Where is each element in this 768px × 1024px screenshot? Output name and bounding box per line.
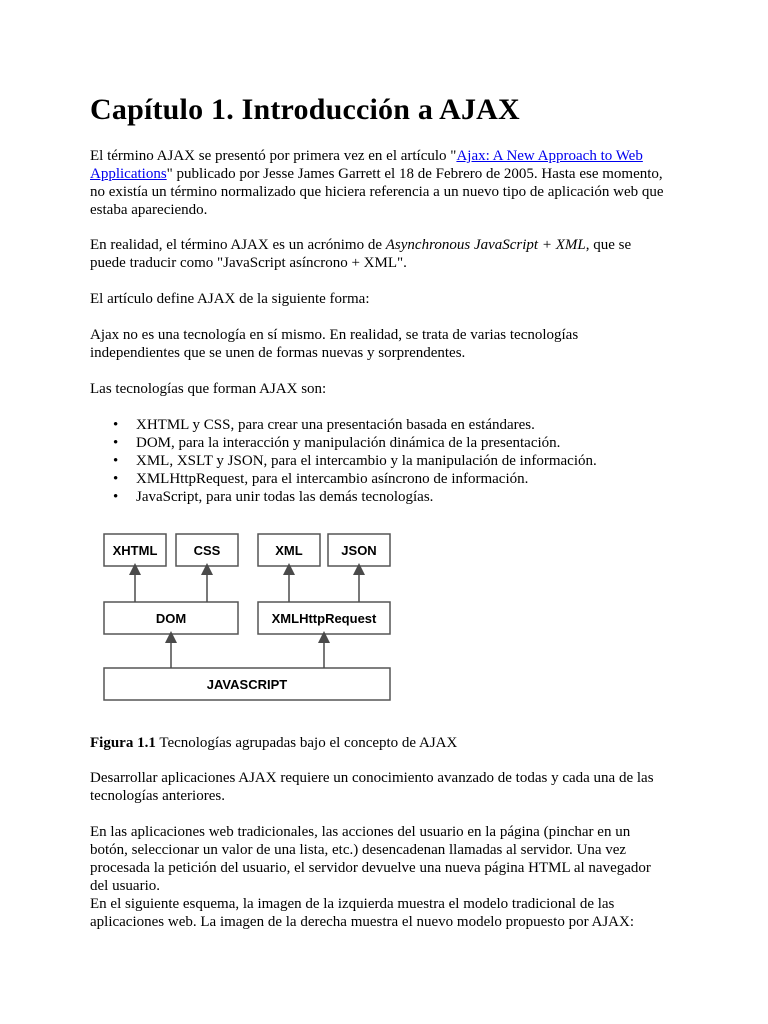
definition-quote-paragraph: Ajax no es una tecnología en sí mismo. En realidad, se trata de varias tecnologías independientes que se unen de formas nuevas y sorprendentes. xyxy=(90,327,579,361)
acronym-paragraph xyxy=(90,236,665,272)
acronym-text-before: En realidad, el término AJAX es un acrónimo de xyxy=(90,237,386,253)
intro-text-after: " publicado por Jesse James Garrett el 18 de Febrero de 2005. Hasta ese momento, no existía un término normalizado que hiciera referencia a un nuevo tipo de aplicación web que estaba apareciendo. xyxy=(90,166,664,218)
acronym-text-after: , que se puede traducir como "JavaScript asíncrono + XML". xyxy=(90,237,632,271)
dom-label: DOM xyxy=(155,611,187,626)
list-item: • XML, XSLT y JSON, para el intercambio y la manipulación de información. xyxy=(113,453,597,469)
definition-intro-paragraph: El artículo define AJAX de la siguiente forma: xyxy=(90,291,370,307)
acronym-italic: Asynchronous JavaScript + XML xyxy=(385,237,586,253)
bullet: • xyxy=(113,417,119,433)
bullet: • xyxy=(113,435,119,451)
list-item: • DOM, para la interacción y manipulación dinámica de la presentación. xyxy=(113,435,561,451)
javascript-label: JAVASCRIPT xyxy=(206,677,288,692)
requirements-paragraph: Desarrollar aplicaciones AJAX requiere un conocimiento avanzado de todas y cada una de las tecnologías anteriores. xyxy=(90,770,654,804)
list-item: • XMLHttpRequest, para el intercambio asíncrono de información. xyxy=(113,471,529,487)
xmlhttprequest-label: XMLHttpRequest xyxy=(271,611,377,626)
figure-caption-label: Figura 1.1 xyxy=(90,735,156,751)
article-link[interactable]: Ajax: A New Approach to Web Applications xyxy=(90,148,643,182)
list-item: • JavaScript, para unir todas las demás tecnologías. xyxy=(113,489,434,505)
bullet: • xyxy=(113,471,119,487)
css-label: CSS xyxy=(193,543,221,558)
intro-paragraph xyxy=(90,147,665,219)
figure-caption xyxy=(90,734,665,752)
bullet: • xyxy=(113,453,119,469)
xhtml-label: XHTML xyxy=(112,543,158,558)
xml-label: XML xyxy=(275,543,303,558)
traditional-apps-paragraph: En las aplicaciones web tradicionales, las acciones del usuario en la página (pinchar en un botón, seleccionar un valor de una lista, etc.) desencadenan llamadas al servidor. Una vez procesada la petición del usuario, el servidor devuelve una nueva página HTML al navegador del usuario. xyxy=(90,824,651,894)
technologies-intro-paragraph: Las tecnologías que forman AJAX son: xyxy=(90,381,327,397)
ajax-technologies-diagram xyxy=(102,532,394,704)
json-label: JSON xyxy=(341,543,377,558)
bullet: • xyxy=(113,489,119,505)
intro-text-before: El término AJAX se presentó por primera vez en el artículo " xyxy=(90,148,457,164)
technologies-list xyxy=(90,416,670,506)
scheme-intro-paragraph: En el siguiente esquema, la imagen de la izquierda muestra el modelo tradicional de las aplicaciones web. La imagen de la derecha muestra el nuevo modelo propuesto por AJAX: xyxy=(90,896,634,930)
list-item: • XHTML y CSS, para crear una presentación basada en estándares. xyxy=(113,417,535,433)
figure-caption-text: Tecnologías agrupadas bajo el concepto de AJAX xyxy=(155,735,458,751)
page-title: Capítulo 1. Introducción a AJAX xyxy=(90,93,520,126)
